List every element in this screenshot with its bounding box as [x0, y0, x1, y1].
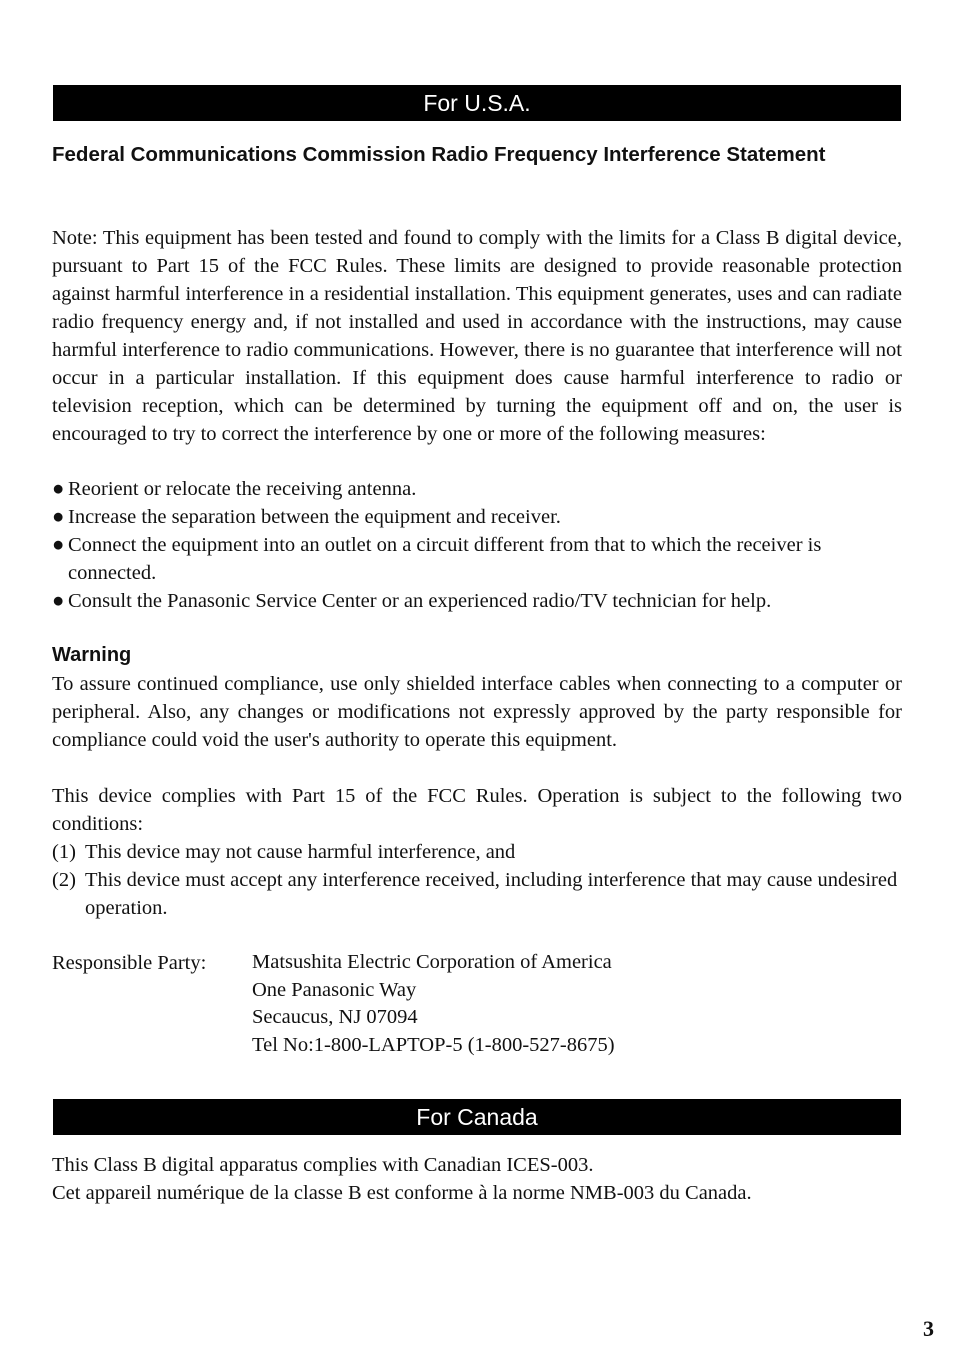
- condition-number: (1): [52, 841, 76, 863]
- canada-statement-french: Cet appareil numérique de la classe B est conforme à la norme NMB-003 du Canada.: [52, 1182, 752, 1204]
- address-line: One Panasonic Way: [252, 978, 417, 1001]
- measure-item: [52, 503, 902, 531]
- measure-text: Connect the equipment into an outlet on a circuit different from that to which the receiver is connected.: [68, 534, 822, 584]
- fcc-statement-heading: Federal Communications Commission Radio Frequency Interference Statement: [52, 143, 826, 166]
- responsible-party-address: [252, 949, 615, 1059]
- bullet-icon: ●: [52, 534, 65, 556]
- canada-section-banner: For Canada: [53, 1099, 901, 1135]
- measure-item: [52, 475, 902, 503]
- warning-paragraph: To assure continued compliance, use only shielded interface cables when connecting to a computer or peripheral. Also, any changes or modifications not expressly approved by the party responsible for compliance could void the user's authority to operate this equipment.: [52, 673, 902, 751]
- bullet-icon: ●: [52, 478, 65, 500]
- condition-text: This device may not cause harmful interference, and: [85, 841, 516, 863]
- measure-item: [52, 531, 902, 587]
- address-line: Matsushita Electric Corporation of America: [252, 951, 612, 973]
- bullet-icon: ●: [52, 590, 65, 612]
- measure-text: Reorient or relocate the receiving antenna.: [68, 478, 417, 500]
- measure-text: Increase the separation between the equipment and receiver.: [68, 506, 561, 528]
- measure-text: Consult the Panasonic Service Center or an experienced radio/TV technician for help.: [68, 590, 772, 612]
- usa-section-banner: For U.S.A.: [53, 85, 901, 121]
- condition-item: [52, 838, 902, 866]
- fcc-note-paragraph: Note: This equipment has been tested and found to comply with the limits for a Class B digital device, pursuant to Part 15 of the FCC Rules. These limits are designed to provide reasonable protection against harmful interference in a residential installation. This equipment generates, uses and can radiate radio frequency energy and, if not installed and used in accordance with the instructions, may cause harmful interference to radio communications. However, there is no guarantee that interference will not occur in a particular installation. If this equipment does cause harmful interference to radio or television reception, which can be determined by turning the equipment off and on, the user is encouraged to try to correct the interference by one or more of the following measures:: [52, 227, 902, 445]
- address-line: Tel No:1-800-LAPTOP-5 (1-800-527-8675): [252, 1033, 615, 1056]
- bullet-icon: ●: [52, 506, 65, 528]
- compliance-paragraph: This device complies with Part 15 of the FCC Rules. Operation is subject to the following two conditions:: [52, 785, 902, 835]
- condition-item: [52, 866, 902, 922]
- condition-text: This device must accept any interference received, including interference that may cause undesired operation.: [85, 869, 898, 919]
- warning-heading: Warning: [52, 644, 132, 666]
- address-line: Secaucus, NJ 07094: [252, 1006, 418, 1028]
- measure-item: [52, 587, 902, 615]
- condition-number: (2): [52, 869, 76, 891]
- page-number: 3: [923, 1316, 934, 1341]
- responsible-party-label: Responsible Party:: [52, 952, 207, 974]
- canada-statement-english: This Class B digital apparatus complies with Canadian ICES-003.: [52, 1154, 594, 1176]
